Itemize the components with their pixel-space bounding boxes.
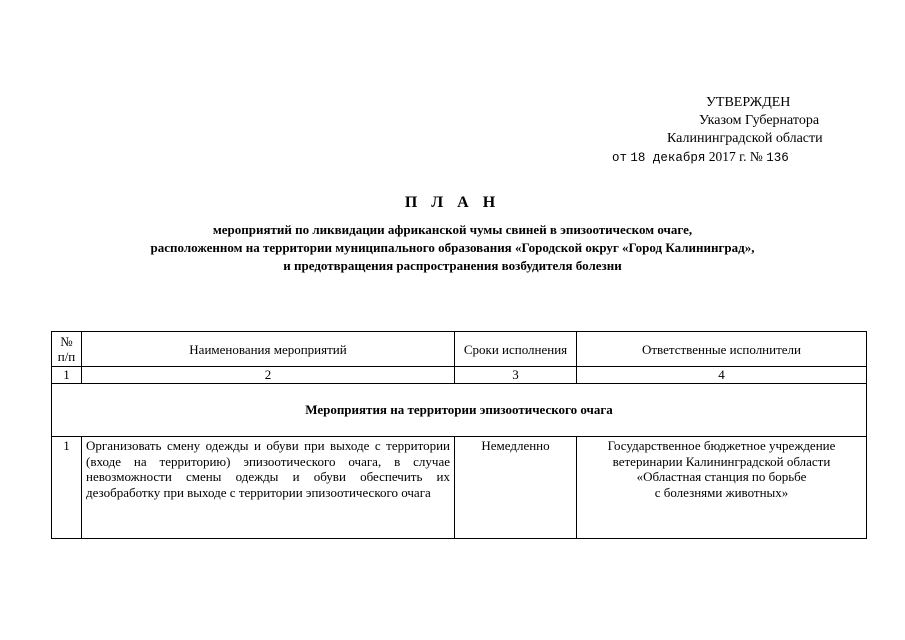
header-responsible: Ответственные исполнители bbox=[577, 332, 867, 367]
plan-table bbox=[51, 331, 867, 539]
approval-stamp bbox=[600, 94, 840, 167]
header-num: № п/п bbox=[52, 332, 82, 367]
column-number: 4 bbox=[577, 367, 867, 384]
approval-decree: Указом Губернатора bbox=[699, 113, 820, 128]
header-name: Наименования мероприятий bbox=[82, 332, 455, 367]
approval-date: 18 декабря bbox=[630, 151, 706, 165]
document-title: П Л А Н bbox=[404, 194, 501, 211]
header-deadline: Сроки исполнения bbox=[455, 332, 577, 367]
subtitle-line-3: и предотвращения распространения возбудителя болезни bbox=[283, 258, 622, 273]
responsible-line: с болезнями животных» bbox=[654, 484, 789, 500]
section-row bbox=[52, 384, 867, 437]
approval-region: Калининградской области bbox=[667, 131, 823, 146]
responsible-line: «Областная станция по борьбе bbox=[636, 469, 807, 484]
table-row bbox=[52, 437, 867, 539]
approval-heading: УТВЕРЖДЕН bbox=[706, 95, 791, 110]
row-measure: Организовать смену одежды и обуви при выходе с территории (входе на территорию) эпизоотического очага, в случае невозможности смены одежды и обуви обеспечить их дезобработку при выходе с территории эпизоотического очага bbox=[82, 437, 455, 539]
section-title: Мероприятия на территории эпизоотического очага bbox=[52, 384, 867, 437]
approval-date-number bbox=[600, 148, 840, 167]
column-number: 3 bbox=[455, 367, 577, 384]
approval-year: 2017 г. bbox=[708, 149, 747, 164]
document-subtitle bbox=[0, 221, 905, 275]
row-responsible bbox=[577, 437, 867, 539]
subtitle-line-1: мероприятий по ликвидации африканской чумы свиней в эпизоотическом очаге, bbox=[212, 222, 693, 237]
approval-number-sign: № bbox=[749, 149, 763, 164]
row-deadline: Немедленно bbox=[455, 437, 577, 539]
column-numbers-row bbox=[52, 367, 867, 384]
row-num: 1 bbox=[52, 437, 82, 539]
subtitle-line-2: расположенном на территории муниципального образования «Городской округ «Город Калининград», bbox=[150, 240, 755, 255]
approval-number: 136 bbox=[766, 151, 789, 165]
responsible-line: Государственное бюджетное учреждение bbox=[607, 438, 836, 453]
responsible-line: ветеринарии Калининградской области bbox=[612, 453, 831, 469]
table-header-row bbox=[52, 332, 867, 367]
column-number: 2 bbox=[82, 367, 455, 384]
approval-date-prefix: от bbox=[612, 151, 628, 165]
column-number: 1 bbox=[52, 367, 82, 384]
